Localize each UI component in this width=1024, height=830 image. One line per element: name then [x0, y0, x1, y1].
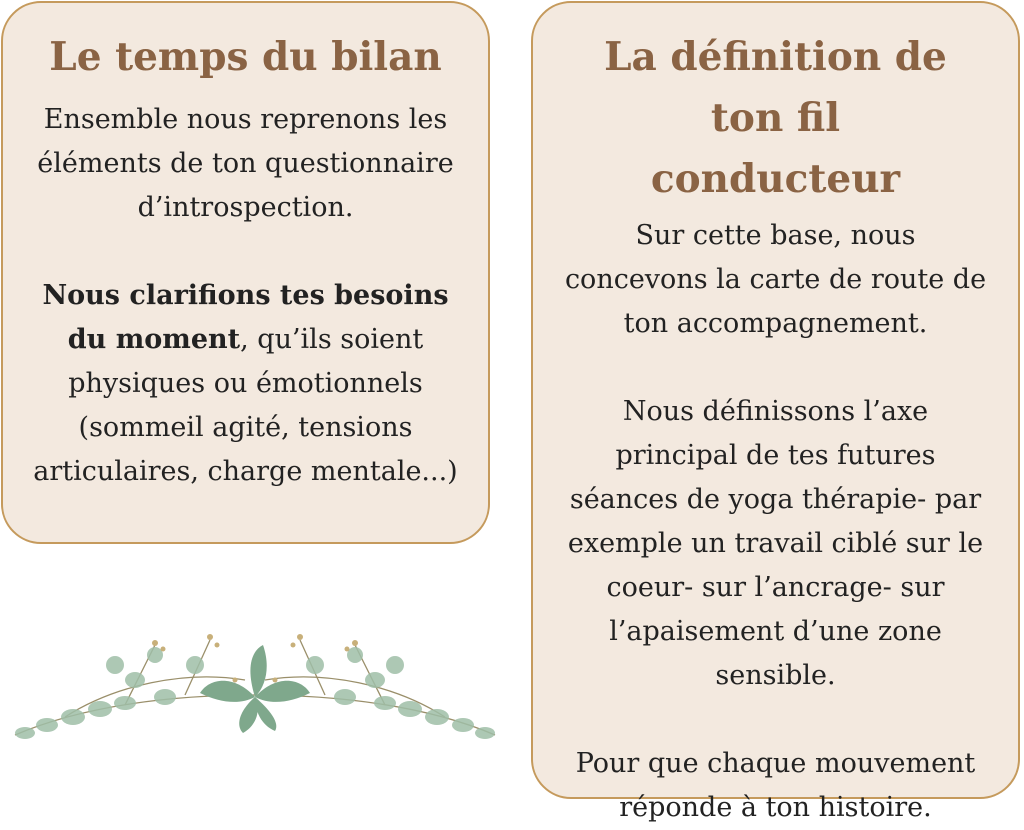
- card-bilan-body: [19, 98, 472, 494]
- eucalyptus-garland-illustration: [5, 625, 505, 755]
- fil-paragraph-3: Pour que chaque mouvement réponde à ton histoire.: [575, 748, 976, 823]
- card-fil-conducteur-title: La définition de ton fil conducteur: [604, 34, 947, 202]
- card-bilan: [1, 1, 490, 544]
- bilan-bold-text: Nous clarifions tes besoins du moment: [42, 280, 449, 355]
- card-fil-conducteur: [531, 1, 1020, 823]
- fil-paragraph-1: Sur cette base, nous concevons la carte de route de ton accompagnement.: [564, 220, 987, 339]
- bilan-paragraph-2-rest: , qu’ils soient physiques ou émotionnels (sommeil agité, tensions articulaires, charge mentale...): [33, 324, 458, 487]
- card-fil-conducteur-body: [547, 214, 1004, 830]
- central-leaves: [200, 645, 310, 733]
- bilan-paragraph-1: Ensemble nous reprenons les éléments de ton questionnaire d’introspection.: [37, 104, 454, 223]
- card-bilan-title: Le temps du bilan: [49, 34, 442, 80]
- fil-paragraph-2: Nous définissons l’axe principal de tes futures séances de yoga thérapie- par exemple un travail ciblé sur le coeur- sur l’ancrage- sur l’apaisement d’une zone sensible.: [567, 396, 984, 691]
- bilan-paragraph-2: [19, 274, 472, 494]
